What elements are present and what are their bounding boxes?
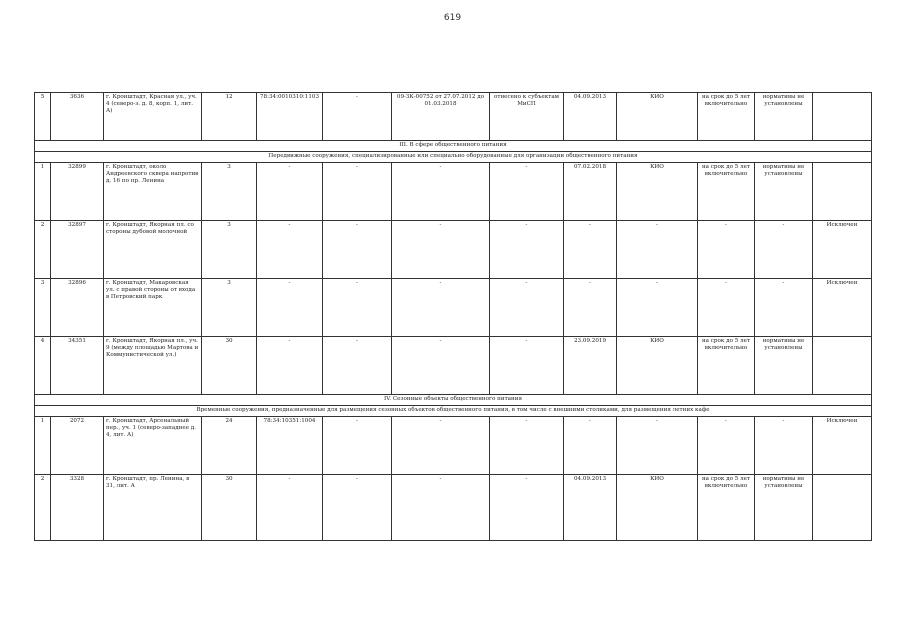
table-cell: Исключен: [813, 417, 872, 475]
table-cell: 30: [202, 337, 257, 395]
table-cell: на срок до 5 лет включительно: [698, 475, 755, 541]
section-title-row: [35, 141, 872, 152]
table-cell: на срок до 5 лет включительно: [698, 337, 755, 395]
table-cell: -: [755, 417, 813, 475]
table-cell: нормативы не установлены: [755, 93, 813, 141]
table-cell: на срок до 5 лет включительно: [698, 93, 755, 141]
page-number: 619: [443, 13, 462, 23]
table-cell: Исключен: [813, 221, 872, 279]
table-cell: 32896: [51, 279, 104, 337]
table-cell: -: [392, 417, 490, 475]
table-cell: г. Кронштадт, Макаровская ул. с правой стороны от входа в Петровский парк: [104, 279, 202, 337]
table-cell: 5: [35, 93, 51, 141]
table-cell: -: [698, 221, 755, 279]
table-cell: 32897: [51, 221, 104, 279]
table-cell: КИО: [617, 475, 698, 541]
table-cell: -: [490, 163, 564, 221]
table-cell: -: [323, 475, 392, 541]
table-cell: -: [564, 417, 617, 475]
table-cell: -: [490, 417, 564, 475]
section-subtitle: Передвижные сооружения, специализированные или специально оборудованные для организации общественного питания: [35, 152, 872, 163]
table-cell: 78:34:0010310:1103: [257, 93, 323, 141]
table-cell: 1: [35, 417, 51, 475]
table-cell: -: [257, 279, 323, 337]
table-cell: -: [564, 221, 617, 279]
section-title-row: [35, 395, 872, 406]
table-cell: КИО: [617, 163, 698, 221]
section-subtitle-row: [35, 152, 872, 163]
table-cell: 09-ЗК-00752 от 27.07.2012 до 01.03.2018: [392, 93, 490, 141]
table-cell: -: [392, 337, 490, 395]
table-cell: [813, 337, 872, 395]
table-cell: -: [323, 163, 392, 221]
table-cell: на срок до 5 лет включительно: [698, 163, 755, 221]
table-cell: -: [490, 337, 564, 395]
table-cell: 2: [35, 221, 51, 279]
table-cell: -: [257, 221, 323, 279]
table-cell: -: [323, 279, 392, 337]
table-cell: -: [617, 279, 698, 337]
table-cell: 78:34:10351:1004: [257, 417, 323, 475]
table-cell: [813, 93, 872, 141]
table-cell: -: [490, 279, 564, 337]
table-cell: 4: [35, 337, 51, 395]
table-cell: -: [617, 417, 698, 475]
table-cell: 3: [35, 279, 51, 337]
table-cell: нормативы не установлены: [755, 337, 813, 395]
table-cell: 23.09.2019: [564, 337, 617, 395]
table-cell: [813, 475, 872, 541]
table-cell: Исключен: [813, 279, 872, 337]
table-cell: -: [698, 417, 755, 475]
table-row: [35, 417, 872, 475]
table-cell: -: [323, 417, 392, 475]
table-cell: КИО: [617, 93, 698, 141]
table-cell: г. Кронштадт, Арсенальный пер., уч. 1 (северо-западнее д. 4, лит. А): [104, 417, 202, 475]
table-cell: г. Кронштадт, Якорная пл., уч. 9 (между площадью Мартова и Коммунистической ул.): [104, 337, 202, 395]
table-cell: 32899: [51, 163, 104, 221]
table-cell: г. Кронштадт, Красная ул., уч. 4 (северо-з. д. 8, корп. 1, лит. А): [104, 93, 202, 141]
table-cell: нормативы не установлены: [755, 475, 813, 541]
table-cell: -: [698, 279, 755, 337]
table-cell: -: [323, 93, 392, 141]
table-cell: [813, 163, 872, 221]
table-cell: 34351: [51, 337, 104, 395]
table-cell: 2072: [51, 417, 104, 475]
table-cell: -: [323, 337, 392, 395]
register-table: [34, 92, 872, 541]
table-row: [35, 93, 872, 141]
table-row: [35, 337, 872, 395]
table-cell: 3: [202, 163, 257, 221]
table-cell: -: [564, 279, 617, 337]
table-cell: 04.09.2013: [564, 93, 617, 141]
table-cell: -: [392, 163, 490, 221]
table-cell: 2: [35, 475, 51, 541]
table-cell: КИО: [617, 337, 698, 395]
table-cell: нормативы не установлены: [755, 163, 813, 221]
table-row: [35, 221, 872, 279]
table-cell: -: [392, 221, 490, 279]
table-cell: -: [490, 221, 564, 279]
table-row: [35, 163, 872, 221]
table-cell: 3: [202, 221, 257, 279]
table-row: [35, 475, 872, 541]
table-cell: г. Кронштадт, около Андреевского сквера напротив д. 16 по пр. Ленина: [104, 163, 202, 221]
section-subtitle: Временные сооружения, предназначенные для размещения сезонных объектов общественного питания, в том числе с внешними столиками, для размещения летних кафе: [35, 406, 872, 417]
table-cell: 12: [202, 93, 257, 141]
table-cell: 07.02.2018: [564, 163, 617, 221]
table-cell: -: [755, 279, 813, 337]
table-cell: -: [617, 221, 698, 279]
table-cell: -: [755, 221, 813, 279]
table-cell: -: [257, 475, 323, 541]
section-title: IV. Сезонные объекты общественного питания: [35, 395, 872, 406]
table-cell: 1: [35, 163, 51, 221]
table-cell: отнесено к субъектам МиСП: [490, 93, 564, 141]
table-row: [35, 279, 872, 337]
table-cell: 3328: [51, 475, 104, 541]
table-cell: -: [257, 163, 323, 221]
table-cell: -: [257, 337, 323, 395]
table-cell: -: [323, 221, 392, 279]
table-cell: -: [490, 475, 564, 541]
table-cell: 24: [202, 417, 257, 475]
table-cell: 3636: [51, 93, 104, 141]
table-cell: г. Кронштадт, Якорная пл. со стороны дубовой молочной: [104, 221, 202, 279]
table-cell: -: [392, 475, 490, 541]
section-subtitle-row: [35, 406, 872, 417]
table-cell: -: [392, 279, 490, 337]
table-cell: 3: [202, 279, 257, 337]
section-title: III. В сфере общественного питания: [35, 141, 872, 152]
table-cell: г. Кронштадт, пр. Ленина, в 31, лит. А: [104, 475, 202, 541]
table-cell: 30: [202, 475, 257, 541]
table-cell: 04.09.2013: [564, 475, 617, 541]
